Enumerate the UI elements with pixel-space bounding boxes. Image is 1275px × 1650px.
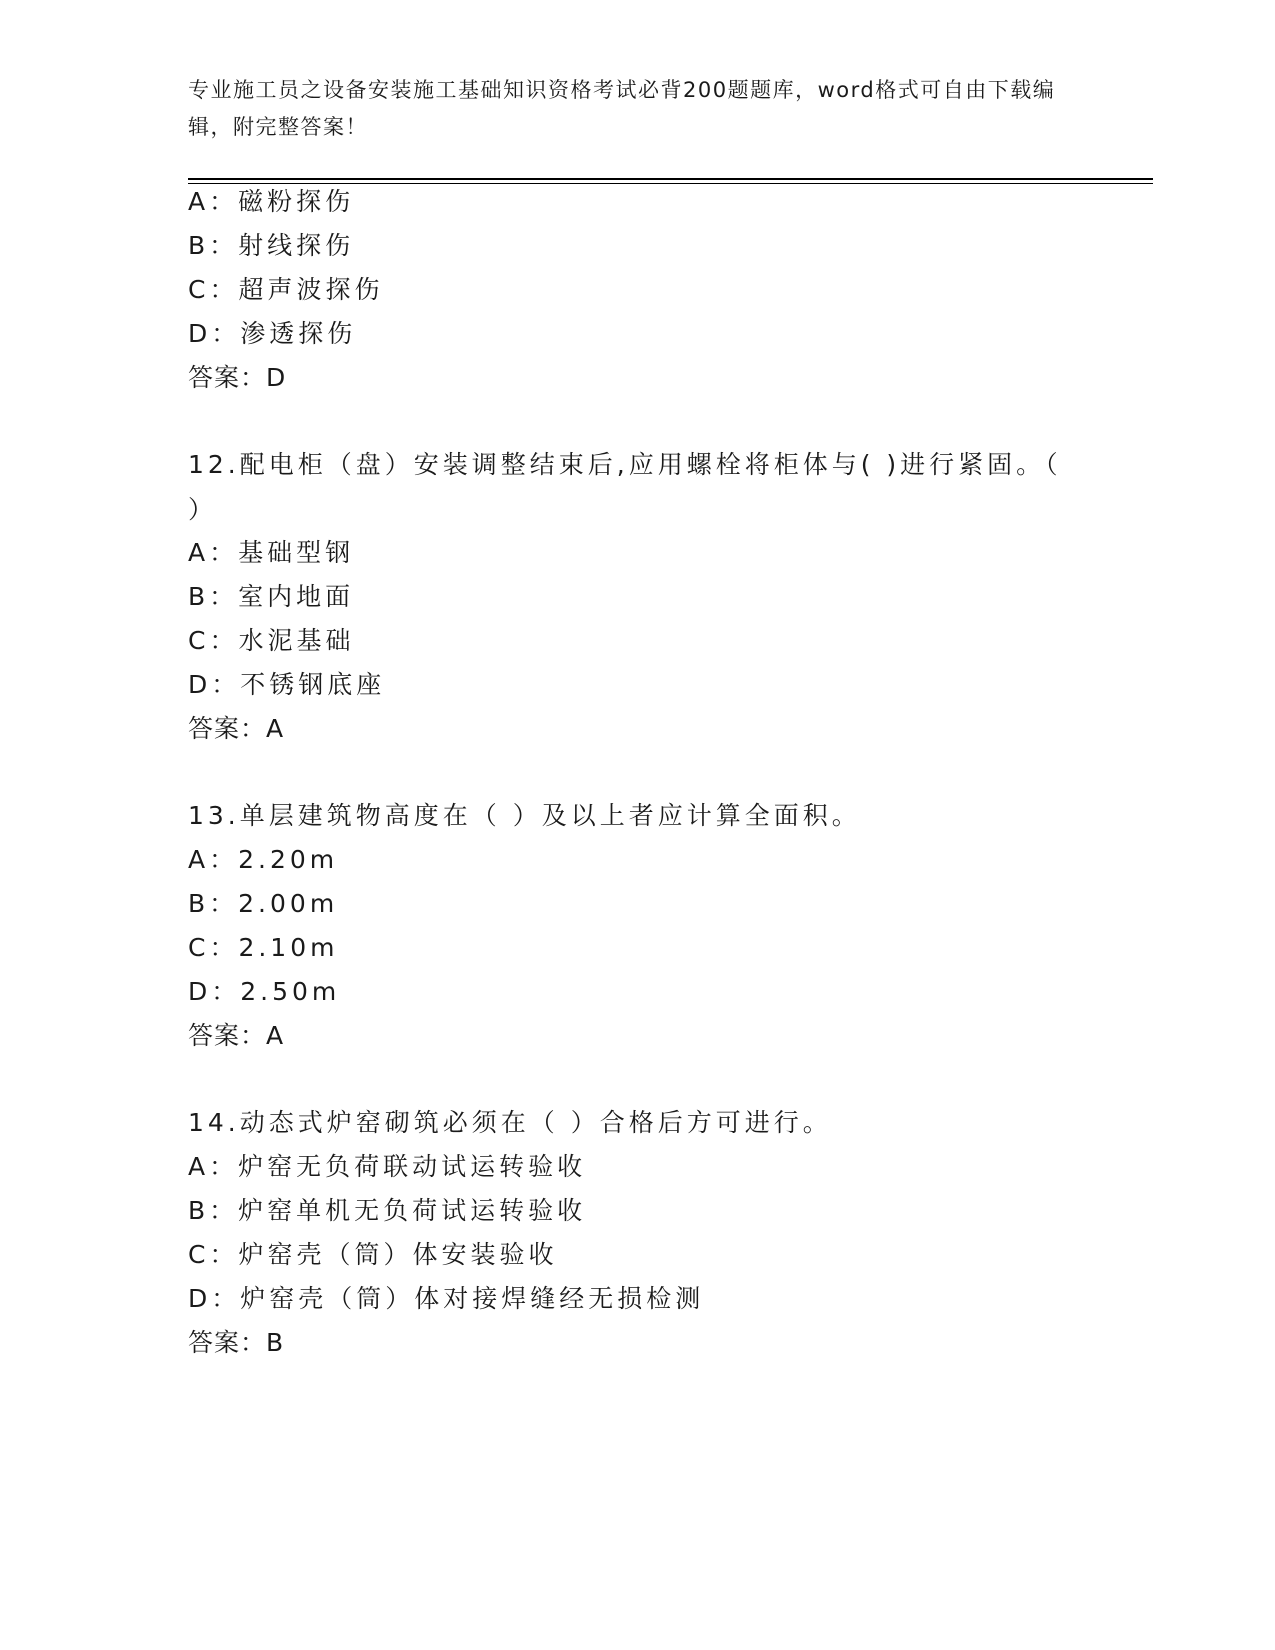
- q13-option-b: B：2.00m: [188, 889, 339, 918]
- q13-option-c: C：2.10m: [188, 933, 339, 962]
- q11-option-a: A：磁粉探伤: [188, 187, 355, 216]
- q13-answer: 答案：A: [188, 1021, 285, 1050]
- q14-option-c: C：炉窑壳（筒）体安装验收: [188, 1240, 558, 1269]
- q12-option-a: A：基础型钢: [188, 538, 355, 567]
- q14-option-b: B：炉窑单机无负荷试运转验收: [188, 1196, 587, 1225]
- q14-option-d: D：炉窑壳（筒）体对接焊缝经无损检测: [188, 1284, 705, 1313]
- q12-option-b: B：室内地面: [188, 582, 355, 611]
- q12-option-d: D：不锈钢底座: [188, 670, 386, 699]
- q13-option-a: A：2.20m: [188, 845, 339, 874]
- q14-answer: 答案：B: [188, 1328, 285, 1357]
- q11-answer: 答案：D: [188, 363, 287, 392]
- document-header: 专业施工员之设备安装施工基础知识资格考试必背200题题库，word格式可自由下载编辑，附完整答案！: [188, 78, 1056, 139]
- q11-option-c: C：超声波探伤: [188, 275, 384, 304]
- header-divider-thick: [188, 178, 1153, 180]
- q12-option-c: C：水泥基础: [188, 626, 355, 655]
- q11-option-d: D：渗透探伤: [188, 319, 357, 348]
- header-divider-thin: [188, 183, 1153, 184]
- q14-stem: 14.动态式炉窑砌筑必须在（ ）合格后方可进行。: [188, 1108, 832, 1137]
- q13-stem: 13.单层建筑物高度在（ ）及以上者应计算全面积。: [188, 801, 861, 830]
- q13-option-d: D：2.50m: [188, 977, 341, 1006]
- q11-option-b: B：射线探伤: [188, 231, 355, 260]
- q12-stem: 12.配电柜（盘）安装调整结束后,应用螺栓将柜体与( )进行紧固。（ ）: [188, 450, 1062, 524]
- q12-answer: 答案：A: [188, 714, 285, 743]
- q14-option-a: A：炉窑无负荷联动试运转验收: [188, 1152, 587, 1181]
